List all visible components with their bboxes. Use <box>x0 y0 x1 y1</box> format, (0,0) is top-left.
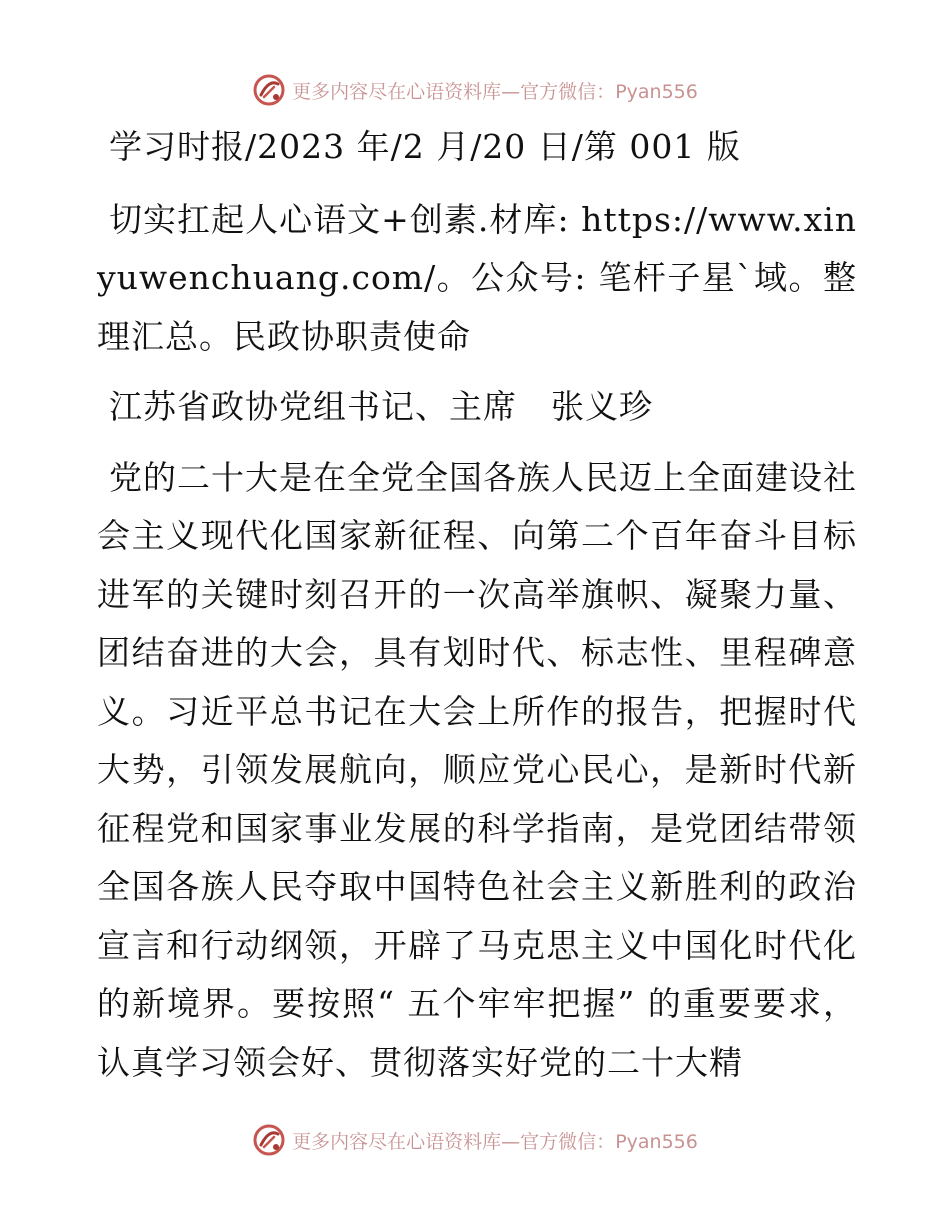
brand-logo-icon <box>252 1123 286 1157</box>
watermark-wechat-id: Pyan556 <box>615 1130 698 1153</box>
watermark-footer <box>0 1120 950 1160</box>
watermark-dash: — <box>501 80 521 103</box>
source-line: 学习时报/2023 年/2 月/20 日/第 001 版 <box>109 127 741 166</box>
watermark-official: 官方微信： <box>520 1130 616 1153</box>
document-body <box>97 118 857 1092</box>
watermark-text <box>292 1127 698 1154</box>
watermark-dash: — <box>501 1130 521 1153</box>
watermark-wechat-id: Pyan556 <box>615 80 698 103</box>
watermark-header <box>0 70 950 110</box>
watermark-text <box>292 77 698 104</box>
title-block: 切实扛起人心语文+创素.材库: https://www.xinyuwenchuang.com/。公众号: 笔杆子星`域。整理汇总。民政协职责使命 <box>97 199 857 356</box>
watermark-brand: 更多内容尽在心语资料库 <box>292 1130 502 1153</box>
author-line: 江苏省政协党组书记、主席 张义珍 <box>109 387 653 426</box>
watermark-official: 官方微信： <box>520 80 616 103</box>
brand-logo-icon <box>252 73 286 107</box>
body-paragraph: 党的二十大是在全党全国各族人民迈上全面建设社会主义现代化国家新征程、向第二个百年奋斗目标进军的关键时刻召开的一次高举旗帜、凝聚力量、团结奋进的大会，具有划时代、标志性、里程碑意义。习近平总书记在大会上所作的报告，把握时代大势，引领发展航向，顺应党心民心，是新时代新征程党和国家事业发展的科学指南，是党团结带领全国各族人民夺取中国特色社会主义新胜利的政治宣言和行动纲领，开辟了马克思主义中国化时代化的新境界。要按照“ 五个牢牢把握” 的重要要求，认真学习领会好、贯彻落实好党的二十大精 <box>97 457 857 1082</box>
watermark-brand: 更多内容尽在心语资料库 <box>292 80 502 103</box>
